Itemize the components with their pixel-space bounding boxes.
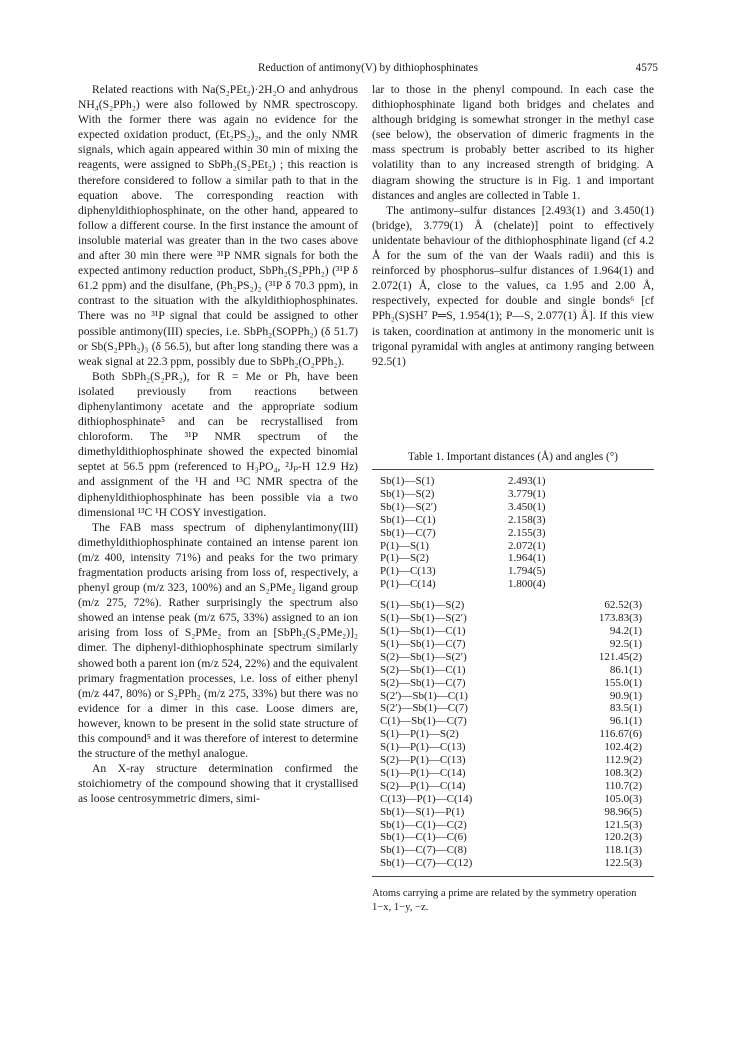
table-row xyxy=(372,578,654,591)
bond-label: Sb(1)—S(1) xyxy=(380,475,435,487)
table-row xyxy=(372,754,654,767)
bond-label: S(1)—Sb(1)—S(2′) xyxy=(380,612,467,625)
bond-label: Sb(1)—C(1)—C(2) xyxy=(380,818,467,831)
table-row xyxy=(372,780,654,793)
running-head xyxy=(78,62,658,78)
table-row xyxy=(372,806,654,819)
bond-value: 2.155(3) xyxy=(508,526,546,539)
table-row xyxy=(372,793,654,806)
bond-value: 94.2(1) xyxy=(609,624,642,637)
bond-label: S(2)—Sb(1)—C(1) xyxy=(380,663,466,676)
bond-value: 62.52(3) xyxy=(604,599,642,612)
bond-value: 1.964(1) xyxy=(508,552,546,565)
bond-label: Sb(1)—C(1) xyxy=(380,513,436,526)
bond-value: 122.5(3) xyxy=(604,857,642,870)
bond-value: 83.5(1) xyxy=(609,702,642,715)
left-column xyxy=(78,82,358,807)
bond-value: 86.1(1) xyxy=(609,663,642,676)
table-1 xyxy=(372,451,654,914)
table-row xyxy=(372,540,654,553)
bond-label: Sb(1)—S(2′) xyxy=(380,500,437,513)
bond-label: P(1)—S(1) xyxy=(380,539,429,552)
bond-value: 121.5(3) xyxy=(604,818,642,831)
bond-label: P(1)—C(14) xyxy=(380,578,436,591)
running-title: Reduction of antimony(V) by dithiophosphinates xyxy=(258,62,478,74)
bond-label: Sb(1)—C(7)—C(12) xyxy=(380,857,473,870)
bond-value: 96.1(1) xyxy=(609,715,642,728)
paragraph: An X-ray structure determination confirmed the stoichiometry of the compound showing that it crystallised as loose centrosymmetric dimers, simi- xyxy=(78,762,358,806)
bond-value: 98.96(5) xyxy=(604,805,642,818)
bond-label: P(1)—S(2) xyxy=(380,552,429,565)
bond-value: 155.0(1) xyxy=(604,676,642,689)
bond-label: Sb(1)—C(7)—C(8) xyxy=(380,844,467,857)
bond-label: Sb(1)—S(1)—P(1) xyxy=(380,805,465,818)
bond-label: P(1)—C(13) xyxy=(380,565,436,578)
distances-table xyxy=(372,475,654,591)
table-row xyxy=(372,565,654,578)
table-row xyxy=(372,488,654,501)
table-row xyxy=(372,612,654,625)
table-row xyxy=(372,831,654,844)
bond-label: S(2′)—Sb(1)—C(7) xyxy=(380,702,468,715)
table-row xyxy=(372,819,654,832)
bond-label: S(1)—P(1)—C(14) xyxy=(380,766,466,779)
bond-value: 2.493(1) xyxy=(508,475,546,487)
bond-value: 1.794(5) xyxy=(508,565,546,578)
bond-label: S(2′)—Sb(1)—C(1) xyxy=(380,689,468,702)
table-row xyxy=(372,501,654,514)
table-row xyxy=(372,728,654,741)
bond-label: Sb(1)—C(7) xyxy=(380,526,436,539)
table-row xyxy=(372,677,654,690)
bond-value: 118.1(3) xyxy=(604,844,642,857)
table-caption: Table 1. Important distances (Å) and angles (°) xyxy=(408,451,618,463)
paragraph: Both SbPh₂(S₂PR₂), for R = Me or Ph, have been isolated previously from reactions between diphenylantimony acetate and the appropriate sodium dithiophosphinate⁵ and can be recrystallised from chloroform. The ³¹P NMR spectrum of the dimethyldithiophosphinate showed the expected binomial septet at 56.5 ppm (referenced to H₃PO₄, ²Jₚ-H 12.9 Hz) and assignment of the ¹H and ¹³C NMR spectra of the diphenyldithiophosphinate has been possible via a two dimensional ¹³C ¹H COSY investigation. xyxy=(78,369,358,519)
table-row xyxy=(372,690,654,703)
bond-value: 121.45(2) xyxy=(598,650,642,663)
bond-value: 120.2(3) xyxy=(604,831,642,844)
bond-value: 3.779(1) xyxy=(508,487,546,500)
table-footnote: Atoms carrying a prime are related by the symmetry operation 1−x, 1−y, −z. xyxy=(372,888,637,913)
bond-label: S(1)—P(1)—S(2) xyxy=(380,728,459,741)
table-top-rule xyxy=(372,469,654,470)
table-row xyxy=(372,844,654,857)
bond-value: 1.800(4) xyxy=(508,578,546,591)
table-row xyxy=(372,514,654,527)
paragraph: The antimony–sulfur distances [2.493(1) and 3.450(1) (bridge), 3.779(1) Å (chelate)] point to effectively unidentate behaviour of the dithiophosphinate ligand (cf 4.2 Å for the sum of the van der Waals radii) and this is reinforced by phosphorus–sulfur distances of 1.964(1) and 2.072(1) Å, close to the values, ca 1.95 and 2.00 Å, respectively, expected for double and single bonds⁶ [cf PPh₂(S)SH⁷ P═S, 1.954(1); P—S, 2.077(1) Å]. If this view is taken, coordination at antimony in the monomeric unit is trigonal pyramidal with angles at antimony ranging between 92.5(1) xyxy=(372,203,654,368)
angles-table xyxy=(372,599,654,870)
right-column xyxy=(372,82,654,369)
bond-label: C(1)—Sb(1)—C(7) xyxy=(380,715,467,728)
table-row xyxy=(372,638,654,651)
table-bottom-rule xyxy=(372,876,654,877)
bond-label: S(1)—Sb(1)—S(2) xyxy=(380,599,465,612)
bond-value: 92.5(1) xyxy=(609,637,642,650)
table-row xyxy=(372,625,654,638)
paragraph: The FAB mass spectrum of diphenylantimony(III) dimethyldithiophosphinate contained an intense parent ion (m/z 400, intensity 71%) and peaks for the two primary fragmentation products arising from loss of, respectively, a phenyl group (m/z 323, 100%) and an S₂PMe₂ ligand group (m/z 275, 72%). Rather surprisingly the spectrum also showed an intense peak (m/z 675, 33%) assigned to an ion arising from loss of S₂PMe₂ from an [SbPh₂(S₂PMe₂)]₂ dimer. The diphenyl-dithiophosphinate spectrum similarly showed both a parent ion (m/z 524, 22%) and the equivalent primary fragmentation processes, i.e. loss of either phenyl (m/z 447, 80%) or S₂PPh₂ (m/z 275, 33%) but there was no evidence for a dimer in this case. Loose dimers are, however, known to be present in the solid state structure of this compound⁵ and it was therefore of interest to determine the structure of the methyl analogue. xyxy=(78,520,358,761)
bond-value: 116.67(6) xyxy=(599,728,642,741)
table-row xyxy=(372,527,654,540)
table-row xyxy=(372,702,654,715)
table-row xyxy=(372,599,654,612)
bond-label: Sb(1)—C(1)—C(6) xyxy=(380,831,467,844)
paragraph: Related reactions with Na(S₂PEt₂)·2H₂O and anhydrous NH₄(S₂PPh₂) were also followed by NMR spectroscopy. With the former there was again no evidence for the expected oxidation product, (Et₂PS₂)₂, and the only NMR signals, which again appeared within 30 min of mixing the reagents, were assigned to SbPh₂(S₂PEt₂) ; this reaction is therefore considered to follow a similar path to that in the equation above. The corresponding reaction with diphenyldithiophosphinate, on the other hand, appeared to follow a different course. In the first instance the amount of insoluble material was greater than in the two cases above and after 30 min there were ³¹P NMR signals for both the expected antimony reduction product, SbPh₂(S₂PPh₂) (³¹P δ 61.2 ppm) and the disulfane, (Ph₂PS₂)₂ (³¹P δ 70.3 ppm), in contrast to the situation with the alkyldithiophosphinates. There was no ³¹P signal that could be assigned to other possible antimony(III) species, i.e. SbPh₂(SOPPh₂) (δ 51.7) or Sb(S₂PPh₂)₃ (δ 56.5), but after long standing there was a weak signal at 22.3 ppm, possibly due to SbPh₂(O₂PPh₂). xyxy=(78,83,358,368)
bond-value: 3.450(1) xyxy=(508,500,546,513)
table-row xyxy=(372,715,654,728)
bond-value: 2.158(3) xyxy=(508,513,546,526)
bond-label: S(2)—Sb(1)—C(7) xyxy=(380,676,466,689)
bond-label: S(1)—P(1)—C(13) xyxy=(380,741,466,754)
table-row xyxy=(372,741,654,754)
bond-label: S(1)—Sb(1)—C(1) xyxy=(380,624,466,637)
bond-label: Sb(1)—S(2) xyxy=(380,487,435,500)
bond-value: 2.072(1) xyxy=(508,539,546,552)
bond-value: 102.4(2) xyxy=(604,741,642,754)
table-row xyxy=(372,767,654,780)
page-number: 4575 xyxy=(635,62,658,74)
table-row xyxy=(372,651,654,664)
bond-label: S(2)—Sb(1)—S(2′) xyxy=(380,650,467,663)
table-row xyxy=(372,552,654,565)
paragraph: lar to those in the phenyl compound. In each case the dithiophosphinate ligand both bridges and chelates and although bridging is somewhat stronger in the methyl case (see below), the observation of dimeric fragments in the mass spectrum is probably better ascribed to its higher volatility than to any increased strength of bridging. A diagram showing the structure is in Fig. 1 and important distances and angles are collected in Table 1. xyxy=(372,83,654,202)
bond-label: S(1)—Sb(1)—C(7) xyxy=(380,637,466,650)
table-row xyxy=(372,475,654,488)
bond-value: 110.7(2) xyxy=(604,779,642,792)
table-row xyxy=(372,664,654,677)
bond-value: 173.83(3) xyxy=(598,612,642,625)
bond-value: 108.3(2) xyxy=(604,766,642,779)
bond-value: 112.9(2) xyxy=(604,754,642,767)
bond-label: S(2)—P(1)—C(13) xyxy=(380,754,466,767)
bond-label: S(2)—P(1)—C(14) xyxy=(380,779,466,792)
bond-value: 90.9(1) xyxy=(609,689,642,702)
bond-value: 105.0(3) xyxy=(604,792,642,805)
bond-label: C(13)—P(1)—C(14) xyxy=(380,792,473,805)
table-row xyxy=(372,857,654,870)
